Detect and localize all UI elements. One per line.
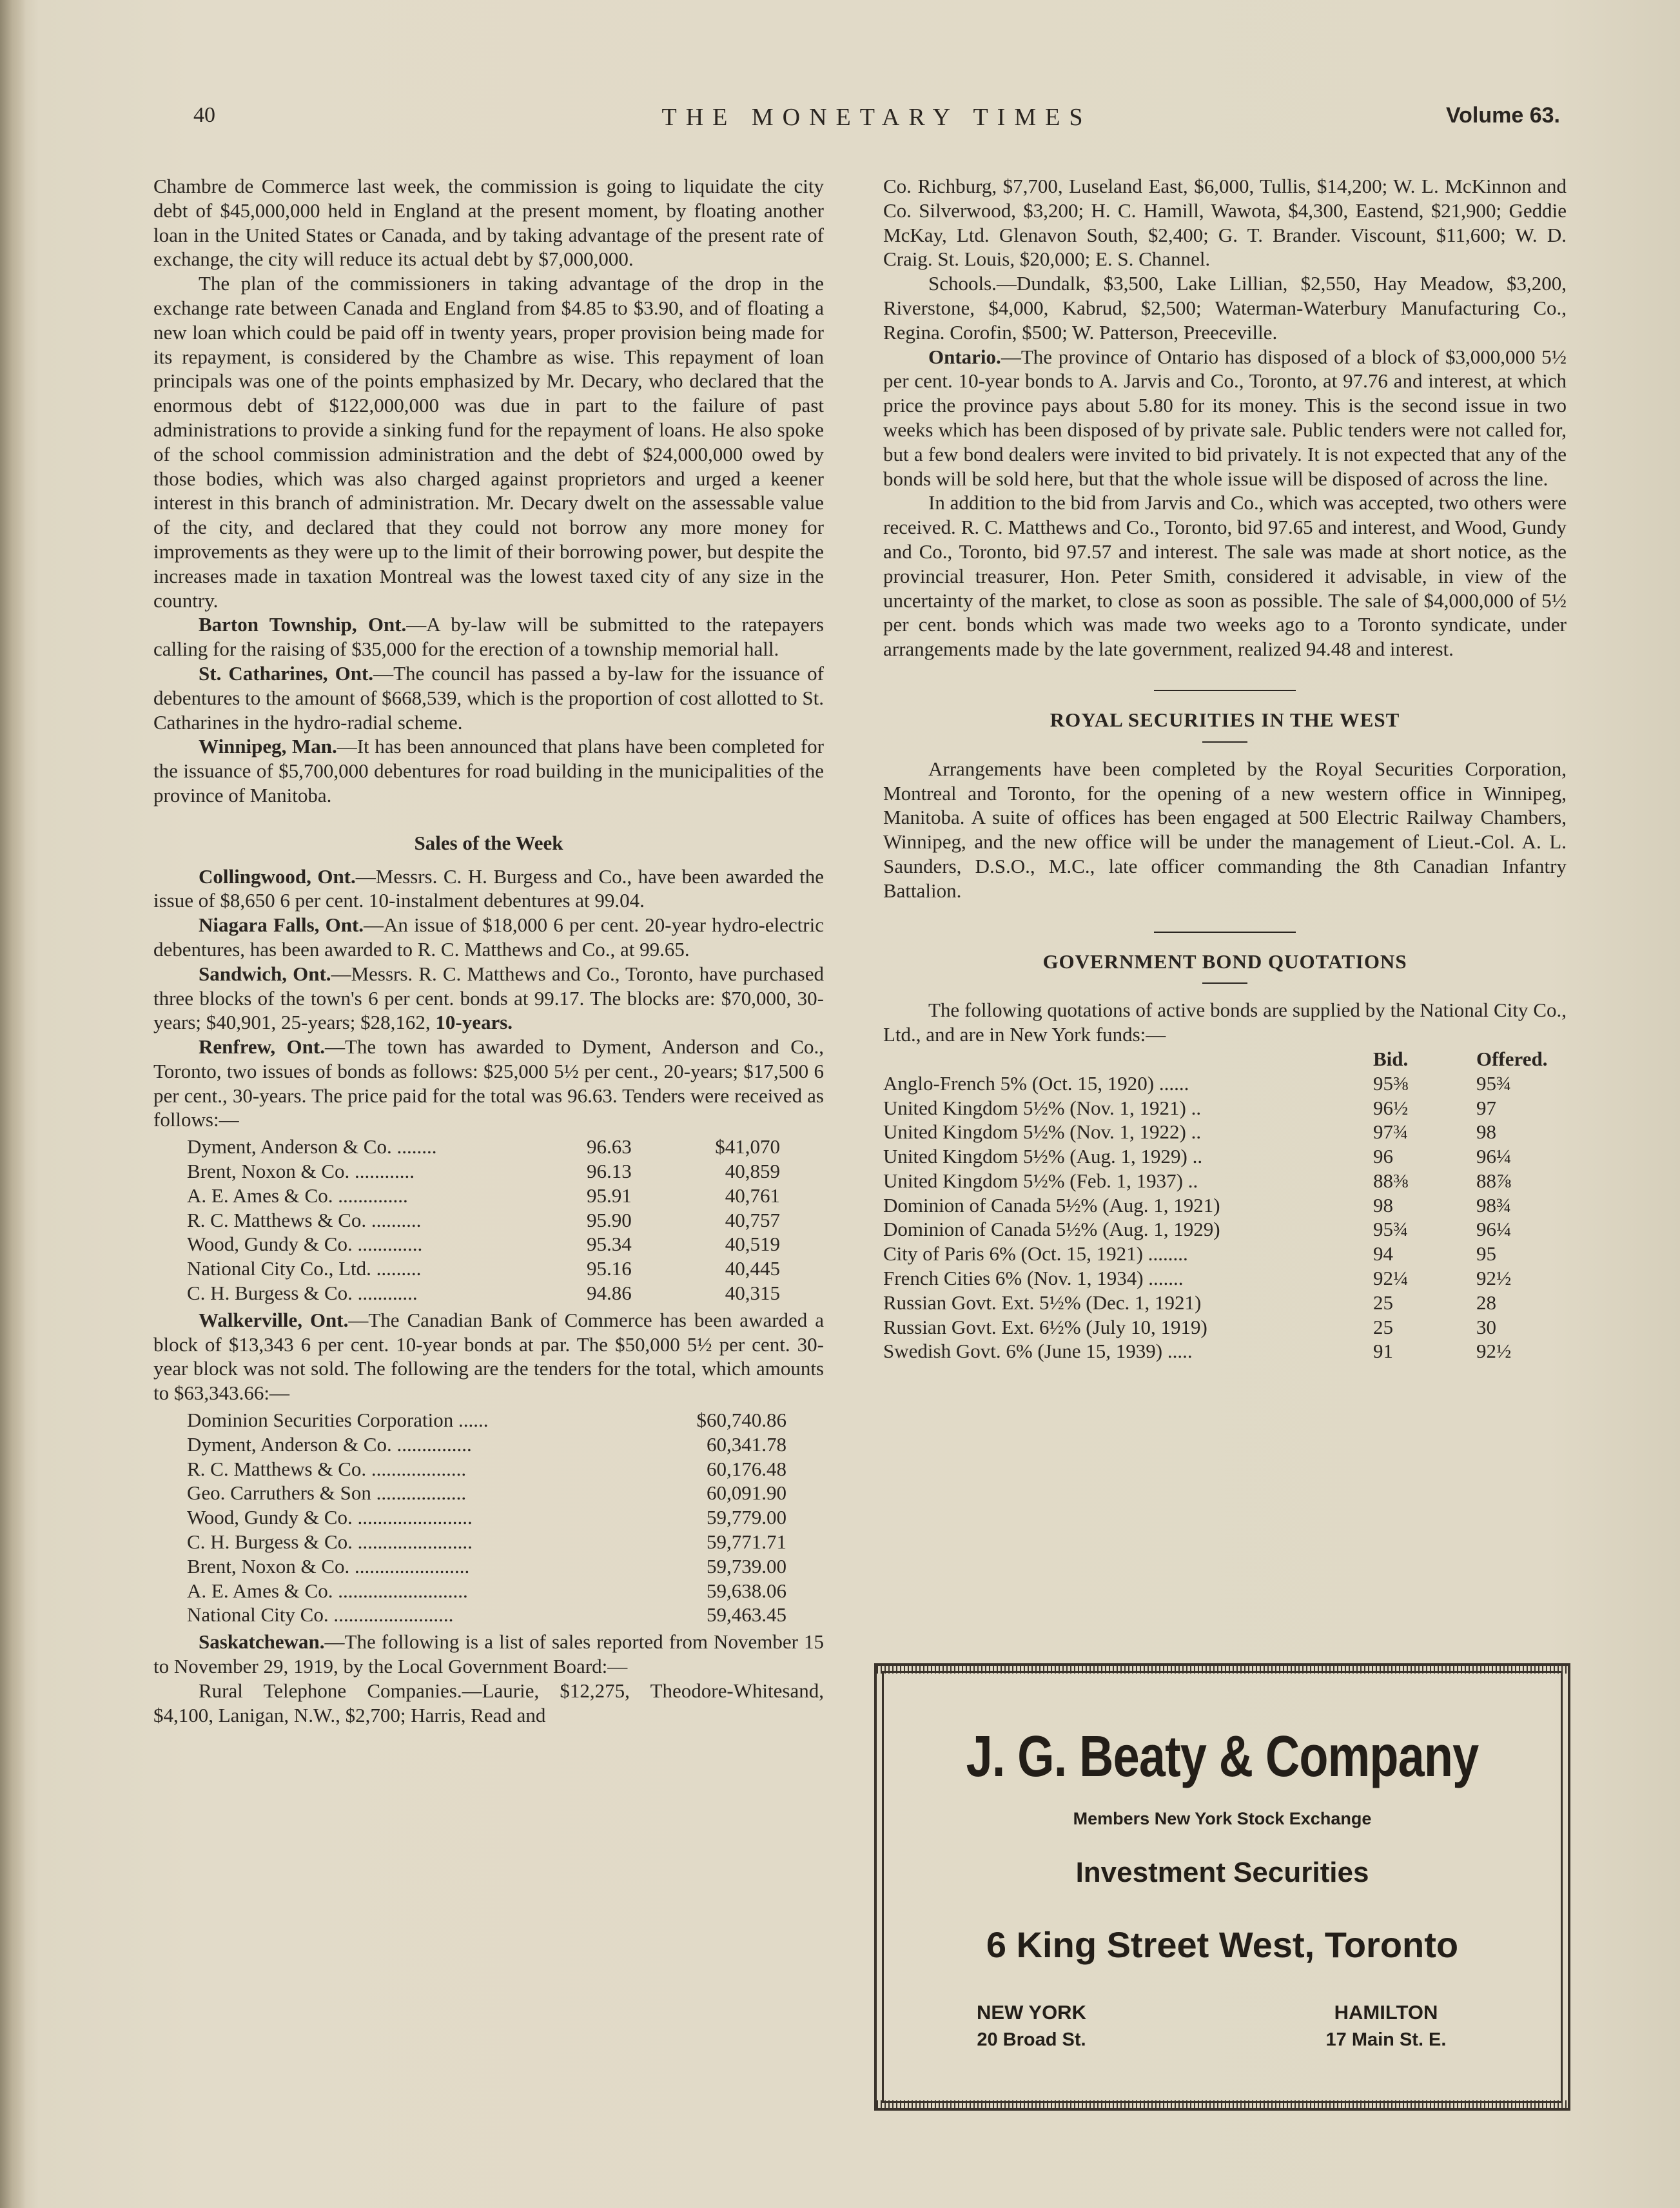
item-walkerville <box>153 1308 824 1405</box>
tender-amount: 59,463.45 <box>707 1603 786 1627</box>
tender-amount: 60,091.90 <box>707 1481 786 1505</box>
bond-name: Swedish Govt. 6% (June 15, 1939) ..... <box>883 1340 1193 1363</box>
bond-bid: 88⅜ <box>1373 1169 1409 1192</box>
table-row <box>187 1232 780 1256</box>
item-lead: Niagara Falls, Ont. <box>199 913 364 937</box>
table-row <box>187 1505 786 1530</box>
tender-name: National City Co., Ltd. ......... <box>187 1257 422 1280</box>
bond-offered: 88⅞ <box>1476 1169 1512 1192</box>
volume-label: Volume 63. <box>1446 103 1560 128</box>
tender-name: A. E. Ames & Co. .......................... <box>187 1579 468 1602</box>
sales-heading: Sales of the Week <box>414 831 563 854</box>
item-lead: Winnipeg, Man. <box>199 735 337 758</box>
right-column <box>883 174 1567 1363</box>
masthead: THE MONETARY TIMES <box>661 104 1092 131</box>
binding-gutter <box>0 0 26 2208</box>
bond-name: United Kingdom 5½% (Nov. 1, 1922) .. <box>883 1120 1202 1144</box>
item-lead: Ontario. <box>928 345 1001 368</box>
table-row <box>187 1579 786 1603</box>
bond-bid: 92¼ <box>1373 1267 1409 1290</box>
royal-securities-heading: ROYAL SECURITIES IN THE WEST <box>1050 708 1400 731</box>
item-rural-telephone: Rural Telephone Companies.—Laurie, $12,275, Theodore-Whitesand, $4,100, Lanigan, N.W., $2,700; Harris, Read and <box>153 1679 824 1726</box>
item-sandwich <box>153 962 824 1035</box>
bond-name: French Cities 6% (Nov. 1, 1934) ....... <box>883 1267 1184 1290</box>
item-st-catharines <box>153 661 824 734</box>
tender-amount: 40,859 <box>725 1160 780 1183</box>
branch-city: NEW YORK <box>977 2001 1086 2024</box>
bond-bid: 95⅜ <box>1373 1071 1409 1095</box>
bond-offered: 30 <box>1476 1315 1496 1338</box>
ad-firm-name: J. G. Beaty & Company <box>966 1724 1479 1789</box>
tender-price: 95.16 <box>587 1257 632 1280</box>
bond-name: United Kingdom 5½% (Feb. 1, 1937) .. <box>883 1169 1198 1192</box>
bond-bid: 25 <box>1373 1291 1393 1314</box>
bond-bid: 98 <box>1373 1193 1393 1216</box>
item-text: —The following is a list of sales reported from November 15 to November 29, 1919, by the Local Government Board:— <box>153 1630 824 1678</box>
table-row <box>187 1481 786 1505</box>
bond-name: City of Paris 6% (Oct. 15, 1921) ........ <box>883 1242 1188 1265</box>
walkerville-tenders-table <box>187 1408 786 1627</box>
item-lead: St. Catharines, Ont. <box>199 661 374 685</box>
tender-name: National City Co. ........................ <box>187 1603 454 1627</box>
tender-amount: 40,757 <box>725 1208 780 1231</box>
table-row <box>187 1603 786 1627</box>
bond-offered: 96¼ <box>1476 1218 1512 1241</box>
table-row <box>187 1135 780 1159</box>
bond-bid: 91 <box>1373 1340 1393 1363</box>
bond-offered: 96¼ <box>1476 1145 1512 1168</box>
bond-bid: 25 <box>1373 1315 1393 1338</box>
table-row <box>187 1457 786 1481</box>
table-row <box>187 1408 786 1432</box>
page-number: 40 <box>193 103 215 127</box>
tender-name: Wood, Gundy & Co. ....................... <box>187 1506 473 1529</box>
bond-name: Dominion of Canada 5½% (Aug. 1, 1921) <box>883 1193 1220 1216</box>
tender-price: 95.34 <box>587 1233 632 1256</box>
royal-securities-text: Arrangements have been completed by the Royal Securities Corporation, Montreal and Toronto, for the opening of a new western office in Winnipeg, Manitoba. A suite of offices has been engaged at 500 Electric Railway Chambers, Winnipeg, and the new office will be under the management of Lieut.-Col. A. L. Saunders, D.S.O., M.C., late officer commanding the 8th Canadian Infantry Battalion. <box>883 757 1567 902</box>
item-lead: Saskatchewan. <box>199 1630 325 1654</box>
tender-name: R. C. Matthews & Co. ................... <box>187 1457 467 1480</box>
bond-name: Dominion of Canada 5½% (Aug. 1, 1929) <box>883 1218 1220 1241</box>
table-row <box>883 1242 1567 1266</box>
item-collingwood <box>153 865 824 913</box>
section-divider <box>1154 690 1296 691</box>
item-text: —It has been announced that plans have been completed for the issuance of $5,700,000 debentures for road building in the municipalities of the province of Manitoba. <box>153 735 825 806</box>
tender-price: 96.63 <box>587 1135 632 1158</box>
table-row <box>883 1071 1567 1096</box>
item-schools: Schools.—Dundalk, $3,500, Lake Lillian, $2,550, Hay Meadow, $3,200, Riverstone, $4,000, Kabrud, $2,500; Waterman-Waterbury Manufacturing Co., Regina. Corofin, $500; W. Patterson, Preeceville. <box>883 272 1567 344</box>
tender-amount: 59,771.71 <box>707 1530 786 1554</box>
item-ontario <box>883 345 1567 491</box>
item-barton <box>153 612 824 661</box>
tender-amount: 40,761 <box>725 1184 780 1207</box>
paragraph-addition: In addition to the bid from Jarvis and Co., which was accepted, two others were received. R. C. Matthews and Co., Toronto, bid 97.65 and interest, and Wood, Gundy and Co., Toronto, bid 97.57 and interest. The sale was made at short notice, as the provincial treasurer, Hon. Peter Smith, considered it advisable, in view of the uncertainty of the market, to close as soon as possible. The sale of $4,000,000 of 5½ per cent. bonds which was made two weeks ago to a Toronto syndicate, under arrangements made by the late government, realized 94.48 and interest. <box>883 491 1567 661</box>
bond-offered: 95 <box>1476 1242 1496 1265</box>
table-row <box>187 1208 780 1233</box>
ad-branch-hamilton <box>1276 2001 1496 2051</box>
item-lead: Collingwood, Ont. <box>199 865 356 888</box>
item-text: —A by-law will be submitted to the ratepayers calling for the raising of $35,000 for the erection of a township memorial hall. <box>153 613 824 661</box>
table-row <box>187 1281 780 1305</box>
item-renfrew <box>153 1035 824 1132</box>
ad-branch-new-york <box>935 2001 1128 2051</box>
table-row <box>883 1315 1567 1340</box>
item-bold-end: 10-years. <box>435 1011 513 1034</box>
bond-bid: 94 <box>1373 1242 1393 1265</box>
table-row <box>883 1266 1567 1291</box>
bond-name: Russian Govt. Ext. 5½% (Dec. 1, 1921) <box>883 1291 1202 1314</box>
tender-amount: 40,519 <box>725 1233 780 1256</box>
tender-name: Wood, Gundy & Co. ............. <box>187 1233 423 1256</box>
tender-amount: 60,341.78 <box>707 1432 786 1456</box>
tender-price: 96.13 <box>587 1160 632 1183</box>
tender-name: Dominion Securities Corporation ...... <box>187 1409 489 1432</box>
table-header-row <box>883 1047 1567 1071</box>
tender-name: Dyment, Anderson & Co. ............... <box>187 1432 472 1456</box>
table-row <box>883 1217 1567 1242</box>
column-header-name <box>883 1047 1373 1071</box>
page-header <box>193 103 1560 135</box>
advertisement-beaty <box>874 1663 1570 2111</box>
tender-name: R. C. Matthews & Co. .......... <box>187 1208 422 1231</box>
item-lead: Walkerville, Ont. <box>199 1308 349 1331</box>
tender-name: Geo. Carruthers & Son .................. <box>187 1481 467 1505</box>
item-text: —Messrs. C. H. Burgess and Co., have been awarded the issue of $8,650 6 per cent. 10-instalment debentures at 99.04. <box>153 865 824 912</box>
item-text: —The town has awarded to Dyment, Anderson and Co., Toronto, two issues of bonds as follows: $25,000 5½ per cent., 20-years; $17,500 6 per cent., 30-years. The price paid for the total was 96.63. Tenders were received as follows:— <box>153 1035 824 1131</box>
bond-offered: 92½ <box>1476 1267 1512 1290</box>
ad-membership: Members New York Stock Exchange <box>1073 1809 1372 1828</box>
tender-name: C. H. Burgess & Co. ............ <box>187 1282 418 1305</box>
item-saskatchewan <box>153 1630 824 1679</box>
table-row <box>187 1184 780 1208</box>
tender-amount: $60,740.86 <box>696 1409 786 1432</box>
tender-amount: 40,315 <box>725 1282 780 1305</box>
bond-bid: 96 <box>1373 1145 1393 1168</box>
bond-offered: 98 <box>1476 1120 1496 1144</box>
tender-amount: 59,638.06 <box>707 1579 786 1602</box>
bond-bid: 97¾ <box>1373 1120 1409 1144</box>
bond-quotations-table <box>883 1047 1567 1363</box>
heading-rule <box>1202 982 1247 984</box>
tender-name: Brent, Noxon & Co. ....................... <box>187 1554 470 1578</box>
item-text: —The Canadian Bank of Commerce has been awarded a block of $13,343 6 per cent. 10-year bonds at par. The $50,000 5½ per cent. 30-year block was not sold. The following are the tenders for the total, which amounts to $63,343.66:— <box>153 1308 824 1405</box>
item-text: —The council has passed a by-law for the issuance of debentures to the amount of $668,539, which is the proportion of cost allotted to St. Catharines in the hydro-radial scheme. <box>153 661 824 734</box>
bond-offered: 98¾ <box>1476 1193 1512 1216</box>
table-row <box>883 1291 1567 1315</box>
bond-offered: 28 <box>1476 1291 1496 1314</box>
table-row <box>883 1193 1567 1218</box>
tender-price: 95.91 <box>587 1184 632 1207</box>
tender-price: 94.86 <box>587 1282 632 1305</box>
table-row <box>187 1530 786 1554</box>
table-row <box>187 1432 786 1457</box>
section-divider <box>1154 932 1296 933</box>
heading-rule <box>1202 741 1247 743</box>
table-row <box>187 1159 780 1184</box>
column-header-bid: Bid. <box>1373 1047 1409 1070</box>
renfrew-tenders-table <box>187 1135 780 1305</box>
left-column <box>153 174 824 1727</box>
item-text: —The province of Ontario has disposed of a block of $3,000,000 5½ per cent. 10-year bonds to A. Jarvis and Co., Toronto, at 97.76 and interest, at which price the province pays about 5.80 for its money. This is the second issue in two weeks which has been disposed of by private sale. Public tenders were not called for, but a few bond dealers were invited to bid privately. It is not expected that any of the bonds will be sold here, but that the whole issue will be disposed of across the line. <box>883 345 1567 490</box>
table-row <box>883 1096 1567 1120</box>
ad-address: 6 King Street West, Toronto <box>986 1924 1459 1965</box>
table-row <box>883 1169 1567 1193</box>
bond-bid: 95¾ <box>1373 1218 1409 1241</box>
table-row <box>187 1554 786 1579</box>
paragraph-plan: The plan of the commissioners in taking advantage of the drop in the exchange rate between Canada and England from $4.85 to $3.90, and of floating a new loan which could be paid off in twenty years, proper provision being made for its repayment, is considered by the Chambre as wise. This repayment of loan principals was one of the points emphasized by Mr. Decary, who declared that the enormous debt of $122,000,000 was due in part to the failure of past administrations to provide a sinking fund for the repayment of loans. He also spoke of the school commission administration and the debt of $24,000,000 owed by those bodies, which was also charged against proprietors and urged a keener interest in this branch of administration. Mr. Decary dwelt on the assessable value of the city, and declared that they could not borrow any more money for improvements as they were up to the limit of their borrowing power, but despite the increases made in taxation Montreal was the lowest taxed city of any size in the country. <box>153 272 824 612</box>
bond-quotations-intro: The following quotations of active bonds are supplied by the National City Co., Ltd., and are in New York funds:— <box>883 999 1567 1046</box>
tender-name: C. H. Burgess & Co. ....................... <box>187 1530 473 1554</box>
bond-bid: 96½ <box>1373 1096 1409 1119</box>
item-text: —Messrs. R. C. Matthews and Co., Toronto, have purchased three blocks of the town's 6 per cent. bonds at 99.17. The blocks are: $70,000, 30-years; $40,901, 25-years; $28,162, <box>153 962 825 1034</box>
item-lead: Sandwich, Ont. <box>199 962 331 985</box>
tender-amount: $41,070 <box>715 1135 780 1158</box>
item-winnipeg <box>153 734 824 807</box>
rural-telephone-continued: Co. Richburg, $7,700, Luseland East, $6,000, Tullis, $14,200; W. L. McKinnon and Co. Silverwood, $3,200; H. C. Hamill, Wawota, $4,300, Eastend, $21,900; Geddie McKay, Ltd. Glenavon South, $2,400; G. T. Brander. Viscount, $11,600; W. D. Craig. St. Louis, $20,000; E. S. Channel. <box>883 175 1567 271</box>
bond-name: Russian Govt. Ext. 6½% (July 10, 1919) <box>883 1315 1207 1338</box>
table-row <box>883 1120 1567 1144</box>
item-niagara <box>153 913 824 962</box>
bond-name: United Kingdom 5½% (Aug. 1, 1929) .. <box>883 1145 1203 1168</box>
paragraph-chambre: Chambre de Commerce last week, the commission is going to liquidate the city debt of $45,000,000 held in England at the present moment, by floating another loan in the United States or Canada, and by taking advantage of the present rate of exchange, the city will reduce its actual debt by $7,000,000. <box>153 175 824 271</box>
bond-offered: 97 <box>1476 1096 1496 1119</box>
tender-amount: 40,445 <box>725 1257 780 1280</box>
branch-city: HAMILTON <box>1334 2001 1438 2024</box>
tender-name: Brent, Noxon & Co. ............ <box>187 1160 415 1183</box>
ad-border-hatch <box>877 1666 1568 1674</box>
table-row <box>187 1256 780 1281</box>
bond-offered: 92½ <box>1476 1340 1512 1363</box>
tender-name: A. E. Ames & Co. .............. <box>187 1184 408 1207</box>
item-lead: Renfrew, Ont. <box>199 1035 325 1059</box>
branch-street: 20 Broad St. <box>977 2029 1086 2050</box>
ad-border-hatch <box>877 2100 1568 2108</box>
bond-name: United Kingdom 5½% (Nov. 1, 1921) .. <box>883 1096 1202 1119</box>
tender-amount: 59,779.00 <box>707 1506 786 1529</box>
column-header-offered: Offered. <box>1476 1047 1548 1070</box>
tender-price: 95.90 <box>587 1208 632 1231</box>
table-row <box>883 1339 1567 1363</box>
tender-name: Dyment, Anderson & Co. ........ <box>187 1135 437 1158</box>
tender-amount: 60,176.48 <box>707 1457 786 1480</box>
table-row <box>883 1144 1567 1169</box>
tender-amount: 59,739.00 <box>707 1554 786 1578</box>
branch-street: 17 Main St. E. <box>1325 2029 1447 2050</box>
bond-name: Anglo-French 5% (Oct. 15, 1920) ...... <box>883 1071 1189 1095</box>
bond-quotations-heading: GOVERNMENT BOND QUOTATIONS <box>1042 950 1407 973</box>
item-text: —An issue of $18,000 6 per cent. 20-year hydro-electric debentures, has been awarded to R. C. Matthews and Co., at 99.65. <box>153 913 824 961</box>
item-lead: Barton Township, Ont. <box>199 613 407 636</box>
ad-service: Investment Securities <box>1075 1857 1369 1888</box>
bond-offered: 95¾ <box>1476 1071 1512 1095</box>
